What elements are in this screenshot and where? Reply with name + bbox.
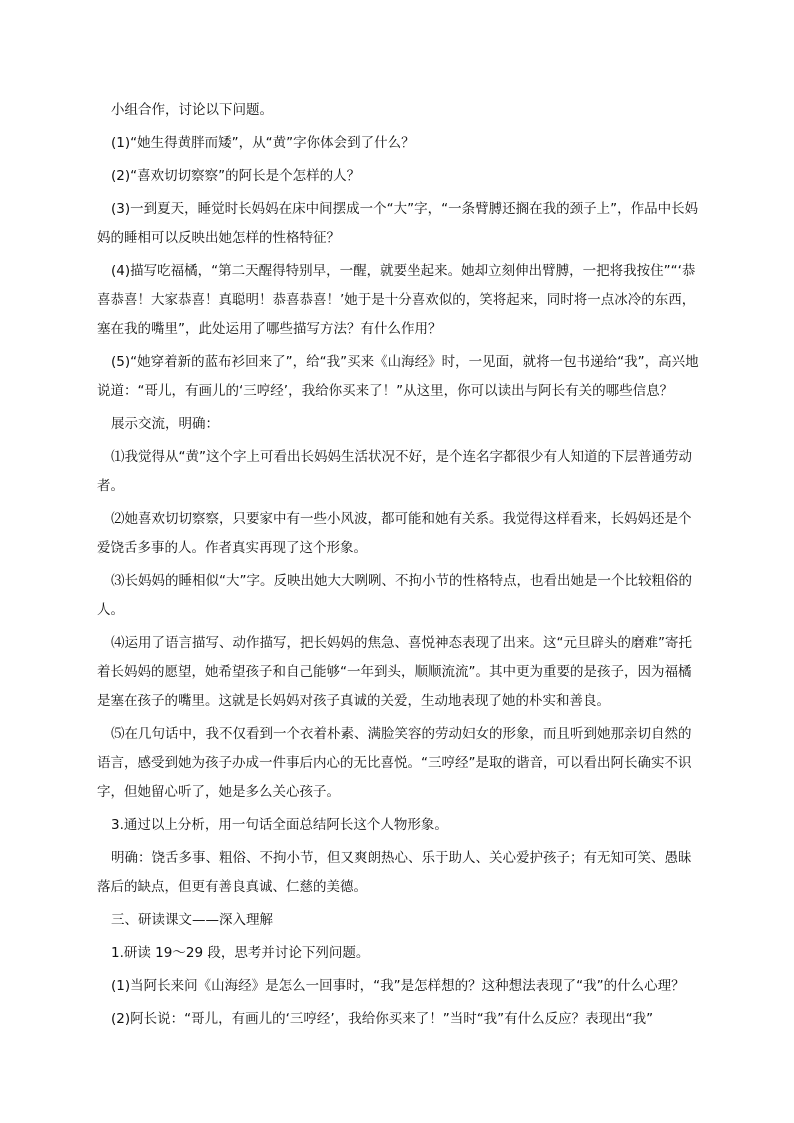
paragraph-15: 三、研读课文——深入理解 (111, 912, 273, 928)
paragraph-5: (4)描写吃福橘，“第二天醒得特别早，一醒，就要坐起来。她却立刻伸出臂膊，一把将我按住”“‘恭喜恭喜！大家恭喜！真聪明！恭喜恭喜！’她于是十分喜欢似的，笑将起来，同时将一点冰冷的东西，塞在我的嘴里”，此处运用了哪些描写方法？有什么作用？ (97, 263, 696, 337)
paragraph-9: ⑵她喜欢切切察察，只要家中有一些小风波，都可能和她有关系。我觉得这样看来，长妈妈还是个爱饶舌多事的人。作者真实再现了这个形象。 (97, 511, 692, 556)
paragraph-4: (3)一到夏天，睡觉时长妈妈在床中间摆成一个“大”字，“一条臂膊还搁在我的颈子上”，作品中长妈妈的睡相可以反映出她怎样的性格特征？ (97, 201, 699, 246)
paragraph-16: 1.研读 19～29 段，思考并讨论下列问题。 (111, 945, 370, 961)
paragraph-18: (2)阿长说：“哥儿，有画儿的‘三哼经’，我给你买来了！”当时“我”有什么反应？表现出“我” (111, 1011, 654, 1027)
paragraph-13: 3.通过以上分析，用一句话全面总结阿长这个人物形象。 (111, 817, 448, 833)
paragraph-7: 展示交流，明确： (111, 416, 219, 432)
paragraph-14: 明确：饶舌多事、粗俗、不拘小节，但又爽朗热心、乐于助人、关心爱护孩子；有无知可笑、愚昧落后的缺点，但更有善良真诚、仁慈的美德。 (97, 850, 692, 895)
paragraph-6: (5)“她穿着新的蓝布衫回来了”，给“我”买来《山海经》时，一见面，就将一包书递给“我”，高兴地说道：“哥儿，有画儿的‘三哼经’，我给你买来了！”从这里，你可以读出与阿长有关的哪些信息？ (97, 354, 699, 399)
paragraph-8: ⑴我觉得从“黄”这个字上可看出长妈妈生活状况不好，是个连名字都很少有人知道的下层普通劳动者。 (97, 449, 692, 494)
paragraph-11: ⑷运用了语言描写、动作描写，把长妈妈的焦急、喜悦神态表现了出来。这“元旦辟头的磨难”寄托着长妈妈的愿望，她希望孩子和自己能够“一年到头，顺顺流流”。其中更为重要的是孩子，因为福橘是塞在孩子的嘴里。这就是长妈妈对孩子真诚的关爱，生动地表现了她的朴实和善良。 (97, 635, 692, 709)
paragraph-3: (2)“喜欢切切察察”的阿长是个怎样的人？ (111, 168, 361, 184)
paragraph-10: ⑶长妈妈的睡相似“大”字。反映出她大大咧咧、不拘小节的性格特点，也看出她是一个比较粗俗的人。 (97, 573, 692, 618)
paragraph-2: (1)“她生得黄胖而矮”，从“黄”字你体会到了什么？ (111, 135, 415, 151)
document-body (97, 96, 701, 1038)
paragraph-12: ⑸在几句话中，我不仅看到一个衣着朴素、满脸笑容的劳动妇女的形象，而且听到她那亲切自然的语言，感受到她为孩子办成一件事后内心的无比喜悦。“三哼经”是取的谐音，可以看出阿长确实不识字，但她留心听了，她是多么关心孩子。 (97, 726, 692, 800)
paragraph-17: (1)当阿长来问《山海经》是怎么一回事时，“我”是怎样想的？这种想法表现了“我”的什么心理？ (111, 978, 685, 994)
paragraph-1: 小组合作，讨论以下问题。 (111, 102, 273, 118)
